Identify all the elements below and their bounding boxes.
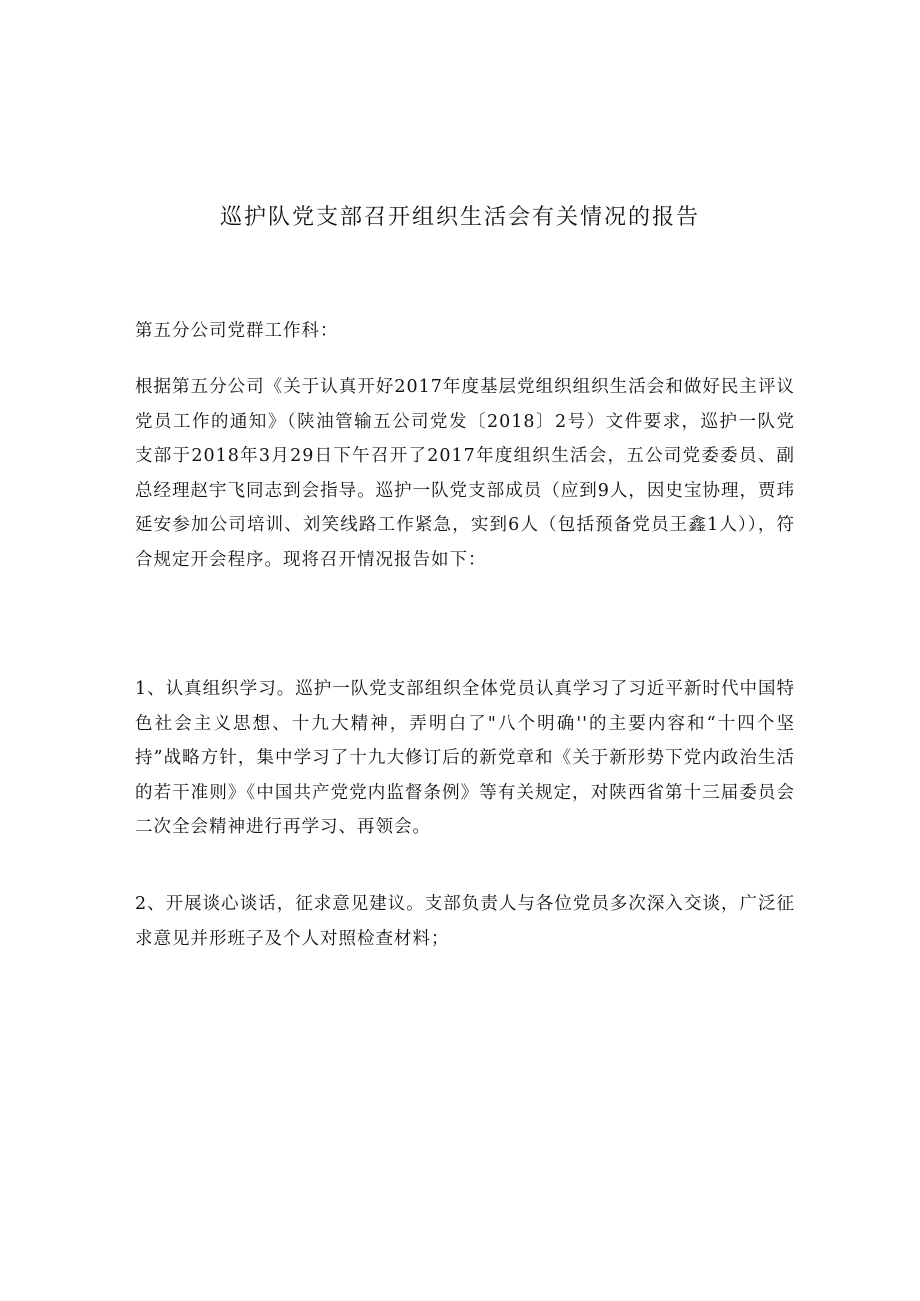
paragraph-study: 1、认真组织学习。巡护一队党支部组织全体党员认真学习了习近平新时代中国特色社会主义思想、十九大精神，弄明白了"八个明确''的主要内容和“十四个坚持”战略方针，集中学习了十九大修订后的新党章和《关于新形势下党内政治生活的若干准则》《中国共产党党内监督条例》等有关规定，对陕西省第十三届委员会二次全会精神进行再学习、再领会。 (135, 679, 795, 837)
document-title: 巡护队党支部召开组织生活会有关情况的报告 (219, 205, 700, 230)
paragraph-talks: 2、开展谈心谈话，征求意见建议。支部负责人与各位党员多次深入交谈，广泛征求意见并形班子及个人对照检查材料； (135, 894, 795, 949)
addressee: 第五分公司党群工作科： (135, 321, 339, 341)
paragraph-intro: 根据第五分公司《关于认真开好2017年度基层党组织组织生活会和做好民主评议党员工作的通知》（陕油管输五公司党发〔2018〕2号）文件要求，巡护一队党支部于2018年3月29日下午召开了2017年度组织生活会，五公司党委委员、副总经理赵宇飞同志到会指导。巡护一队党支部成员（应到9人，因史宝协理，贾玮延安参加公司培训、刘笑线路工作紧急，实到6人（包括预备党员王鑫1人）），符合规定开会程序。现将召开情况报告如下： (135, 377, 795, 570)
